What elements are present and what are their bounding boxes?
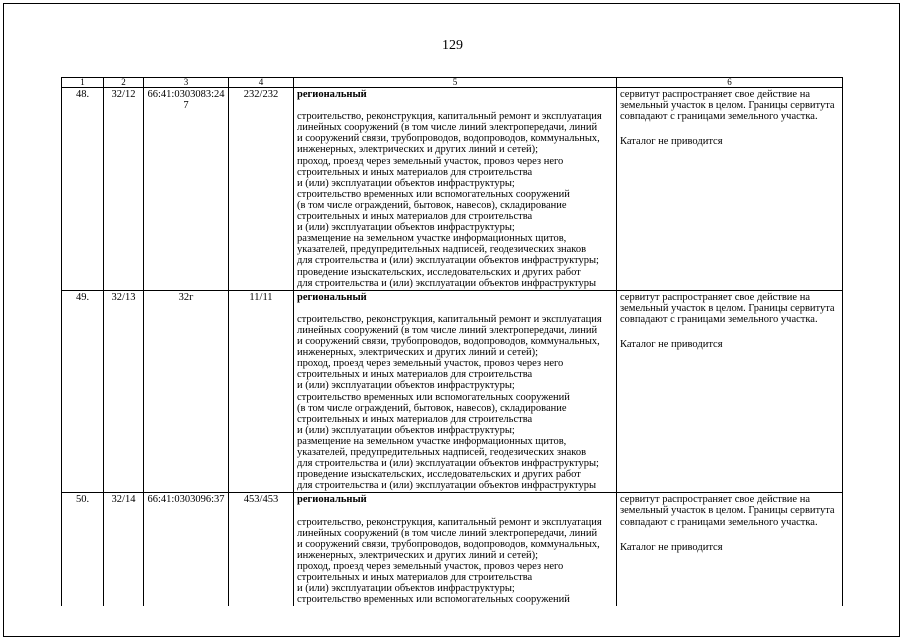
header-row: [62, 78, 843, 88]
cadastral-line: 66:41:0303096:37: [147, 494, 225, 506]
cell-terms: [617, 493, 843, 606]
type-label: региональный: [297, 89, 367, 100]
purpose-line: для строительства и (или) эксплуатации объектов инфраструктуры: [297, 480, 597, 492]
spacer: [297, 303, 615, 314]
purpose-line: и (или) эксплуатации объектов инфраструктуры;: [297, 583, 515, 595]
spacer: [620, 122, 841, 136]
purpose-line: строительство временных или вспомогательных сооружений: [297, 188, 570, 200]
purpose-line: линейных сооружений (в том числе линий электропередачи, линий: [297, 527, 598, 539]
cadastral-line: 7: [183, 100, 189, 112]
purpose-line: и сооружений связи, трубопроводов, водопроводов, коммунальных,: [297, 336, 600, 348]
purpose-line: для строительства и (или) эксплуатации объектов инфраструктуры;: [297, 458, 599, 470]
purpose-line: и (или) эксплуатации объектов инфраструктуры;: [297, 380, 515, 392]
terms-line: совпадают с границами земельного участка.: [620, 111, 818, 123]
purpose-line: размещение на земельном участке информационных щитов,: [297, 233, 567, 245]
terms-line: сервитут распространяет свое действие на: [620, 494, 810, 506]
purpose-line: размещение на земельном участке информационных щитов,: [297, 435, 567, 447]
purpose-line: строительство, реконструкция, капитальный ремонт и эксплуатация: [297, 516, 602, 528]
cell-purpose: [294, 88, 617, 291]
page-number: 129: [442, 38, 463, 53]
cell-terms: [617, 88, 843, 291]
cell-number: 50.: [62, 493, 104, 606]
cell-area: 11/11: [229, 290, 294, 493]
header-col-5: 5: [294, 78, 617, 88]
purpose-line: и (или) эксплуатации объектов инфраструктуры;: [297, 222, 515, 234]
purpose-line: строительных и иных материалов для строительства: [297, 413, 533, 425]
purpose-line: проход, проезд через земельный участок, провоз через него: [297, 560, 564, 572]
purpose-line: указателей, предупредительных надписей, геодезических знаков: [297, 244, 587, 256]
spacer: [297, 100, 615, 111]
purpose-line: строительных и иных материалов для строительства: [297, 211, 533, 223]
cell-cadastral: [144, 493, 229, 606]
catalog-note: Каталог не приводится: [620, 136, 723, 148]
terms-line: земельный участок в целом. Границы сервитута: [620, 505, 835, 517]
purpose-line: для строительства и (или) эксплуатации объектов инфраструктуры;: [297, 255, 599, 267]
header-col-2: 2: [104, 78, 144, 88]
purpose-line: инженерных, электрических и других линий и сетей);: [297, 549, 539, 561]
type-label: региональный: [297, 291, 367, 303]
purpose-line: (в том числе ограждений, бытовок, навесов), складирование: [297, 199, 567, 211]
table-row: [62, 493, 843, 606]
cell-col-2: 32/12: [104, 88, 144, 291]
purpose-line: строительных и иных материалов для строительства: [297, 572, 533, 584]
purpose-line: строительных и иных материалов для строительства: [297, 166, 533, 178]
table-row: [62, 88, 843, 291]
purpose-line: строительство, реконструкция, капитальный ремонт и эксплуатация: [297, 313, 602, 325]
spacer: [297, 505, 615, 516]
purpose-line: проход, проезд через земельный участок, провоз через него: [297, 358, 564, 370]
terms-line: земельный участок в целом. Границы сервитута: [620, 100, 835, 112]
purpose-line: строительство временных или вспомогательных сооружений: [297, 391, 570, 403]
cell-number: 49.: [62, 290, 104, 493]
cell-number: 48.: [62, 88, 104, 291]
purpose-line: (в том числе ограждений, бытовок, навесов), складирование: [297, 402, 567, 414]
purpose-line: инженерных, электрических и других линий и сетей);: [297, 144, 539, 156]
spacer: [620, 528, 841, 542]
header-col-1: 1: [62, 78, 104, 88]
table-body: [62, 88, 843, 607]
terms-line: совпадают с границами земельного участка.: [620, 313, 818, 325]
purpose-line: и (или) эксплуатации объектов инфраструктуры;: [297, 177, 515, 189]
header-col-4: 4: [229, 78, 294, 88]
table-row: [62, 290, 843, 493]
cell-area: 453/453: [229, 493, 294, 606]
cell-cadastral: [144, 88, 229, 291]
servitude-table: [61, 77, 843, 606]
purpose-line: и (или) эксплуатации объектов инфраструктуры;: [297, 424, 515, 436]
header-col-6: 6: [617, 78, 843, 88]
cell-col-2: 32/14: [104, 493, 144, 606]
header-col-3: 3: [144, 78, 229, 88]
catalog-note: Каталог не приводится: [620, 541, 723, 553]
cadastral-line: 66:41:0303083:24: [147, 89, 225, 100]
purpose-line: линейных сооружений (в том числе линий электропередачи, линий: [297, 122, 598, 134]
purpose-line: инженерных, электрических и других линий и сетей);: [297, 347, 539, 359]
table-header: [62, 78, 843, 88]
terms-line: сервитут распространяет свое действие на: [620, 291, 810, 303]
purpose-line: проведение изыскательских, исследовательских и других работ: [297, 469, 581, 481]
purpose-line: строительных и иных материалов для строительства: [297, 369, 533, 381]
type-label: региональный: [297, 494, 367, 506]
cadastral-line: 32г: [178, 291, 194, 303]
cell-purpose: [294, 493, 617, 606]
purpose-line: проход, проезд через земельный участок, провоз через него: [297, 155, 564, 167]
terms-line: совпадают с границами земельного участка.: [620, 516, 818, 528]
purpose-line: проведение изыскательских, исследовательских и других работ: [297, 266, 581, 278]
cell-terms: [617, 290, 843, 493]
terms-line: сервитут распространяет свое действие на: [620, 89, 810, 100]
cell-purpose: [294, 290, 617, 493]
purpose-line: указателей, предупредительных надписей, геодезических знаков: [297, 447, 587, 458]
cell-area: 232/232: [229, 88, 294, 291]
cell-cadastral: [144, 290, 229, 493]
purpose-line: строительство временных или вспомогательных сооружений: [297, 594, 570, 606]
purpose-line: для строительства и (или) эксплуатации объектов инфраструктуры: [297, 277, 597, 289]
terms-line: земельный участок в целом. Границы сервитута: [620, 302, 835, 314]
purpose-line: линейных сооружений (в том числе линий электропередачи, линий: [297, 324, 598, 336]
purpose-line: и сооружений связи, трубопроводов, водопроводов, коммунальных,: [297, 133, 600, 145]
catalog-note: Каталог не приводится: [620, 338, 723, 350]
purpose-line: строительство, реконструкция, капитальный ремонт и эксплуатация: [297, 111, 602, 123]
purpose-line: и сооружений связи, трубопроводов, водопроводов, коммунальных,: [297, 538, 600, 550]
cell-col-2: 32/13: [104, 290, 144, 493]
spacer: [620, 325, 841, 339]
